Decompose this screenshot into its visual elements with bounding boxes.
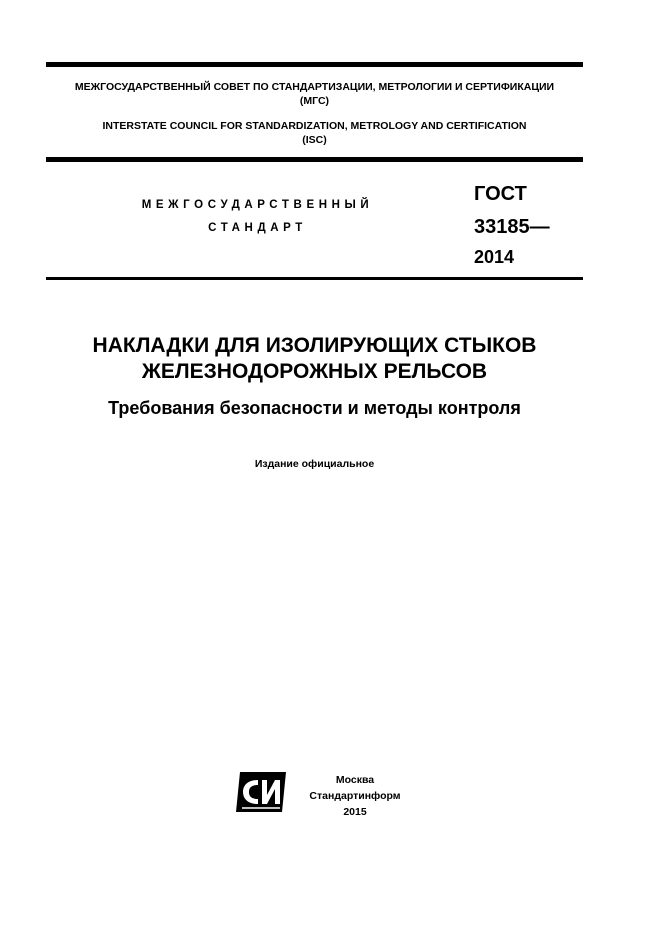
imprint-publisher: Стандартинформ — [309, 790, 401, 802]
council-ru-name: МЕЖГОСУДАРСТВЕННЫЙ СОВЕТ ПО СТАНДАРТИЗАЦИИ, МЕТРОЛОГИИ И СЕРТИФИКАЦИИ — [74, 81, 555, 93]
title-line1: НАКЛАДКИ ДЛЯ ИЗОЛИРУЮЩИХ СТЫКОВ — [92, 334, 537, 357]
standard-prefix: ГОСТ — [474, 183, 527, 205]
middle-rule — [46, 157, 583, 162]
bottom-rule — [46, 277, 583, 280]
document-subtitle: Требования безопасности и методы контроля — [108, 398, 521, 418]
imprint-city: Москва — [335, 774, 375, 786]
imprint-year: 2015 — [343, 806, 367, 818]
standard-number: 33185— — [474, 216, 550, 238]
top-rule — [46, 62, 583, 67]
council-ru-abbr: (МГС) — [299, 95, 330, 107]
edition-note: Издание официальное — [254, 458, 375, 470]
standard-designation — [474, 178, 550, 271]
standard-kind-line1: МЕЖГОСУДАРСТВЕННЫЙ — [141, 199, 374, 211]
document-title — [46, 333, 583, 385]
title-line2: ЖЕЛЕЗНОДОРОЖНЫХ РЕЛЬСОВ — [141, 360, 488, 383]
imprint — [302, 772, 408, 820]
standartinform-logo-icon — [234, 771, 288, 813]
council-en-abbr: (ISC) — [302, 134, 327, 146]
standard-kind-line2: СТАНДАРТ — [208, 222, 307, 234]
council-en-name: INTERSTATE COUNCIL FOR STANDARDIZATION, METROLOGY AND CERTIFICATION — [102, 120, 527, 132]
council-en — [46, 119, 583, 147]
standard-year: 2014 — [474, 247, 515, 267]
council-ru — [46, 80, 583, 108]
